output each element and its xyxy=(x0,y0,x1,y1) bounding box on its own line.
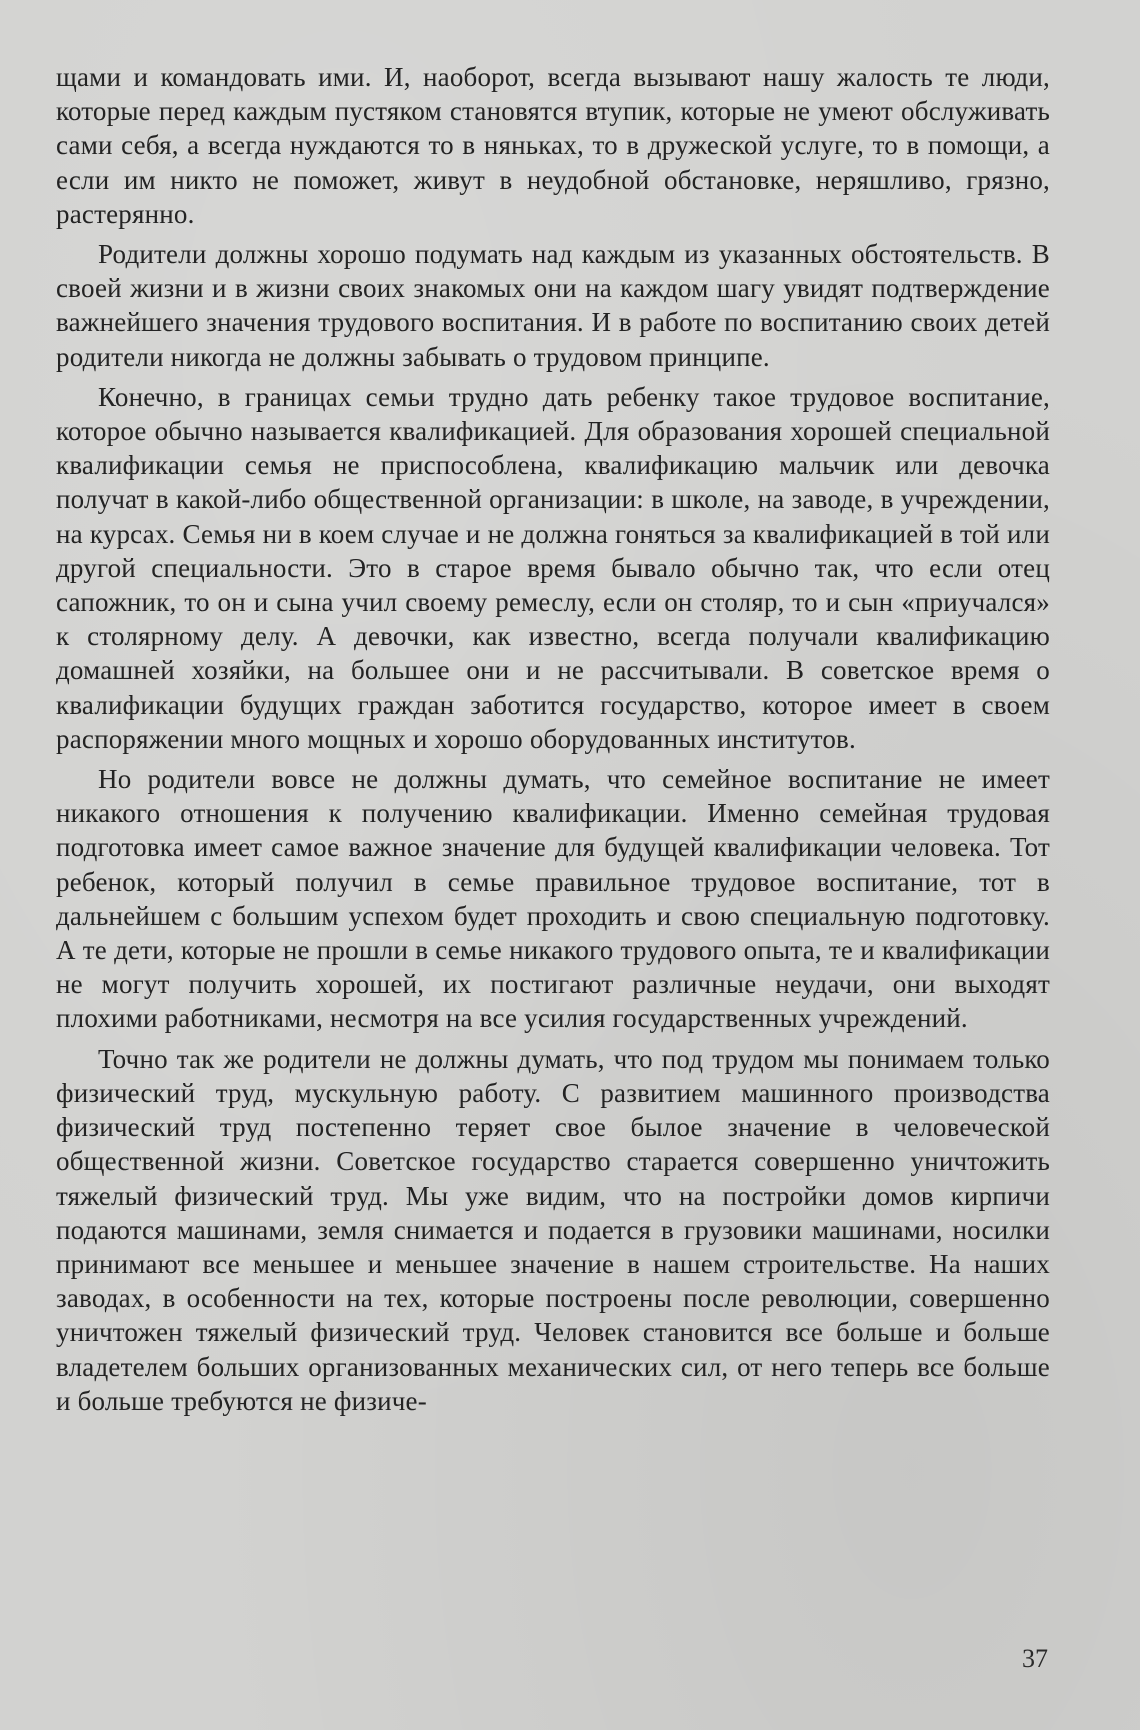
paragraph-1: щами и командовать ими. И, наоборот, всегда вызывают нашу жалость те люди, которые перед каждым пустяком становятся втупик, которые не умеют обслуживать сами себя, а всегда нуждаются то в няньках, то в дружеской услуге, то в помощи, а если им никто не поможет, живут в неудобной обстановке, неряшливо, грязно, растерянно. xyxy=(56,62,1050,229)
paragraph-2: Родители должны хорошо подумать над каждым из указанных обстоятельств. В своей жизни и в жизни своих знакомых они на каждом шагу увидят подтверждение важнейшего значения трудового воспитания. И в работе по воспитанию своих детей родители никогда не должны забывать о трудовом принципе. xyxy=(56,239,1050,372)
paragraph-4: Но родители вовсе не должны думать, что семейное воспитание не имеет никакого отношения к получению квалификации. Именно семейная трудовая подготовка имеет самое важное значение для будущей квалификации человека. Тот ребенок, который получил в семье правильное трудовое воспитание, тот в дальнейшем с большим успехом будет проходить и свою специальную подготовку. А те дети, которые не прошли в семье никакого трудового опыта, те и квалификации не могут получить хорошей, их постигают различные неудачи, они выходят плохими работниками, несмотря на все усилия государственных учреждений. xyxy=(56,764,1050,1034)
body-text xyxy=(56,60,1050,1424)
paragraph-3: Конечно, в границах семьи трудно дать ребенку такое трудовое воспитание, которое обычно называется квалификацией. Для образования хорошей специальной квалификации семья не приспособлена, квалификацию мальчик или девочка получат в какой-либо общественной организации: в школе, на заводе, в учреждении, на курсах. Семья ни в коем случае и не должна гоняться за квалификацией в той или другой специальности. Это в старое время бывало обычно так, что если отец сапожник, то он и сына учил своему ремеслу, если он столяр, то и сын «приучался» к столярному делу. А девочки, как известно, всегда получали квалификацию домашней хозяйки, на большее они и не рассчитывали. В советское время о квалификации будущих граждан заботится государство, которое имеет в своем распоряжении много мощных и хорошо оборудованных институтов. xyxy=(56,381,1050,754)
paragraph-5: Точно так же родители не должны думать, что под трудом мы понимаем только физический труд, мускульную работу. С развитием машинного производства физический труд постепенно теряет свое былое значение в человеческой общественной жизни. Советское государство старается совершенно уничтожить тяжелый физический труд. Мы уже видим, что на постройки домов кирпичи подаются машинами, земля снимается и подается в грузовики машинами, носилки принимают все меньшее и меньшее значение в нашем строительстве. На наших заводах, в особенности на тех, которые построены после революции, совершенно уничтожен тяжелый физический труд. Человек становится все больше и больше владетелем больших организованных механических сил, от него теперь все больше и больше требуются не физиче- xyxy=(56,1043,1050,1416)
page-number: 37 xyxy=(1022,1644,1048,1673)
